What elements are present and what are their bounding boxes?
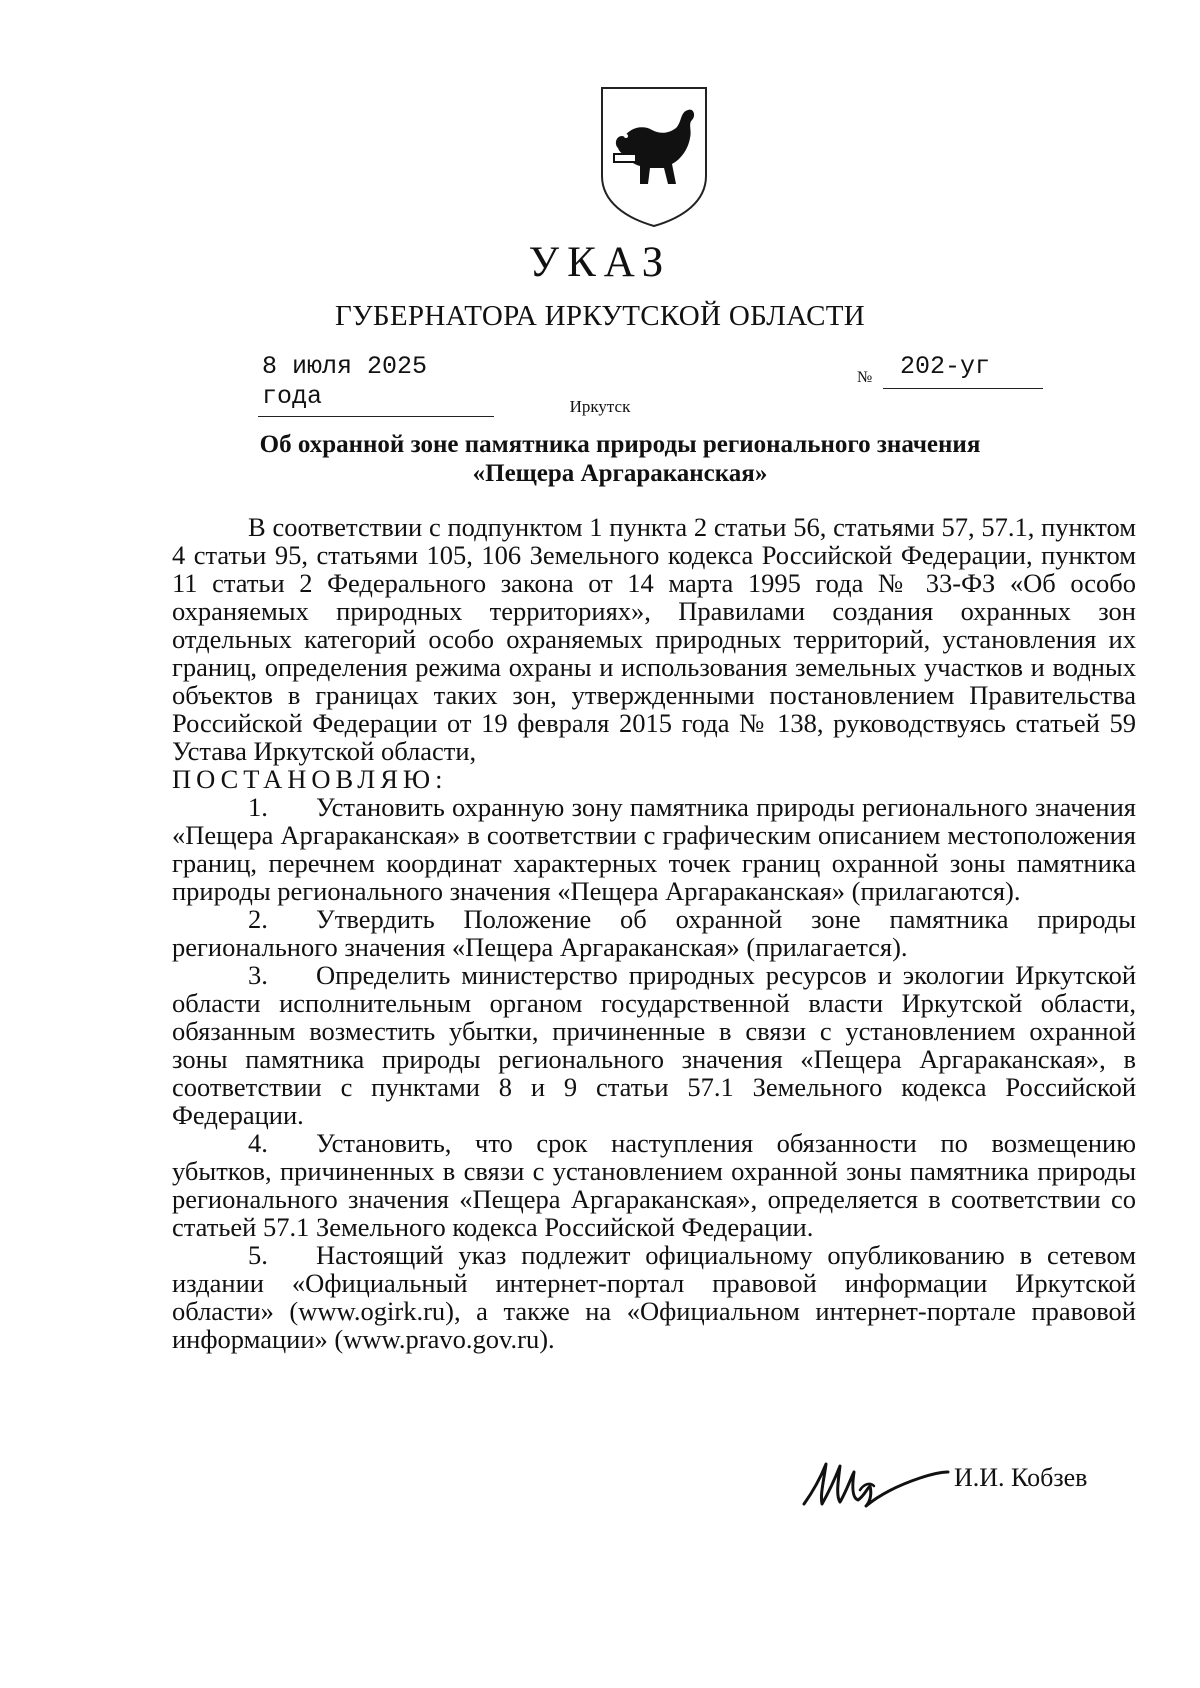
list-item	[172, 793, 1136, 905]
item-number: 1.	[248, 792, 268, 822]
number-underline	[883, 388, 1043, 389]
item-number: 4.	[248, 1128, 268, 1158]
item-text: Определить министерство природных ресурсов и экологии Иркутской области исполнительным органом государственной власти Иркутской области, обязанным возместить убытки, причиненные в связи с установлением охранной зоны памятника природы регионального значения «Пещера Аргараканская», в соответствии с пунктами 8 и 9 статьи 57.1 Земельного кодекса Российской Федерации.	[172, 960, 1136, 1130]
heading-line-1: Об охранной зоне памятника природы регионального значения	[259, 431, 981, 458]
list-item	[172, 961, 1136, 1129]
heading-line-2: «Пещера Аргараканская»	[472, 460, 768, 487]
number-value: 202-уг	[900, 352, 991, 381]
item-text: Установить, что срок наступления обязанности по возмещению убытков, причиненных в связи с установлением охранной зоны памятника природы регионального значения «Пещера Аргараканская», определяется в соответствии со статьей 57.1 Земельного кодекса Российской Федерации.	[172, 1128, 1136, 1242]
number-sign: №	[857, 369, 873, 386]
decree-word: ПОСТАНОВЛЯЮ:	[172, 764, 448, 794]
item-text: Утвердить Положение об охранной зоне памятника природы регионального значения «Пещера Аргараканская» (прилагается).	[172, 904, 1136, 962]
city-label: Иркутск	[569, 397, 631, 416]
item-text: Настоящий указ подлежит официальному опубликованию в сетевом издании «Официальный интернет-портал правовой информации Иркутской области» (www.ogirk.ru), а также на «Официальном интернет-портале правовой информации» (www.pravo.gov.ru).	[172, 1240, 1136, 1354]
document-title: УКАЗ	[528, 239, 672, 286]
list-item	[172, 1241, 1136, 1353]
list-item	[172, 1129, 1136, 1241]
document-subtitle: ГУБЕРНАТОРА ИРКУТСКОЙ ОБЛАСТИ	[335, 300, 865, 332]
coat-of-arms-icon	[596, 84, 712, 230]
signature-icon	[800, 1450, 950, 1512]
document-body	[172, 513, 1136, 1353]
signer-name: И.И. Кобзев	[954, 1463, 1088, 1492]
list-item	[172, 905, 1136, 961]
item-number: 5.	[248, 1240, 268, 1270]
document-heading	[180, 430, 1060, 488]
item-text: Установить охранную зону памятника природы регионального значения «Пещера Аргараканская» в соответствии с графическим описанием местоположения границ, перечнем координат характерных точек границ охранной зоны памятника природы регионального значения «Пещера Аргараканская» (прилагаются).	[172, 792, 1136, 906]
date-value: 8 июля 2025 года	[262, 352, 428, 411]
intro-paragraph: В соответствии с подпунктом 1 пункта 2 статьи 56, статьями 57, 57.1, пунктом 4 статьи 95, статьями 105, 106 Земельного кодекса Российской Федерации, пунктом 11 статьи 2 Федерального закона от 14 марта 1995 года № 33-ФЗ «Об особо охраняемых природных территориях», Правилами создания охранных зон отдельных категорий особо охраняемых природных территорий, установления их границ, определения режима охраны и использования земельных участков и водных объектов в границах таких зон, утвержденными постановлением Правительства Российской Федерации от 19 февраля 2015 года № 138, руководствуясь статьей 59 Устава Иркутской области,	[172, 512, 1136, 766]
item-number: 2.	[248, 904, 268, 934]
item-number: 3.	[248, 960, 268, 990]
